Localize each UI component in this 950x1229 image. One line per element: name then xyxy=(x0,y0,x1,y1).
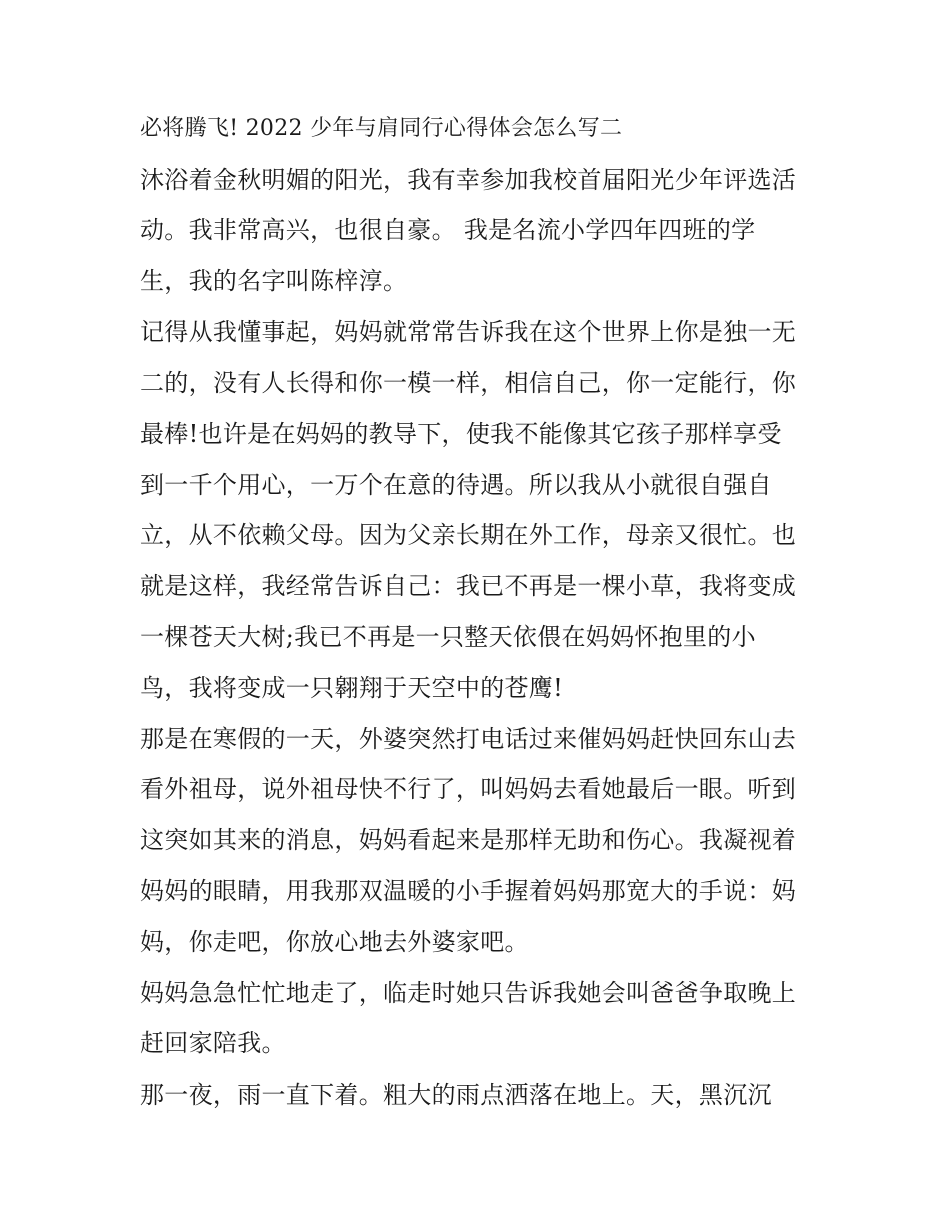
text-line-15: 妈妈的眼睛，用我那双温暖的小手握着妈妈那宽大的手说：妈 xyxy=(140,877,797,905)
text-line-8: 立，从不依赖父母。因为父亲长期在外工作，母亲又很忙。也 xyxy=(140,521,797,549)
text-line-11: 鸟，我将变成一只翱翔于天空中的苍鹰! xyxy=(140,674,564,702)
text-line-10: 一棵苍天大树;我已不再是一只整天依偎在妈妈怀抱里的小 xyxy=(140,623,756,651)
text-line-2: 动。我非常高兴，也很自豪。 我是名流小学四年四班的学 xyxy=(140,216,756,244)
text-line-13: 看外祖母，说外祖母快不行了，叫妈妈去看她最后一眼。听到 xyxy=(140,775,797,803)
text-line-16: 妈，你走吧，你放心地去外婆家吧。 xyxy=(140,928,529,956)
text-line-5: 二的，没有人长得和你一模一样，相信自己，你一定能行，你 xyxy=(140,369,797,397)
document-title: 必将腾飞! 2022 少年与肩同行心得体会怎么写二 xyxy=(140,116,623,141)
text-line-3: 生，我的名字叫陈梓淳。 xyxy=(140,267,408,295)
text-line-12: 那是在寒假的一天，外婆突然打电话过来催妈妈赶快回东山去 xyxy=(140,725,797,753)
text-line-17: 妈妈急急忙忙地走了，临走时她只告诉我她会叫爸爸争取晚上 xyxy=(140,979,797,1007)
text-line-14: 这突如其来的消息，妈妈看起来是那样无助和伤心。我凝视着 xyxy=(140,826,797,854)
text-line-6: 最棒!也许是在妈妈的教导下，使我不能像其它孩子那样享受 xyxy=(140,420,782,448)
text-line-18: 赶回家陪我。 xyxy=(140,1029,286,1057)
text-line-9: 就是这样，我经常告诉自己：我已不再是一棵小草，我将变成 xyxy=(140,572,797,600)
text-line-19: 那一夜，雨一直下着。粗大的雨点洒落在地上。天，黑沉沉 xyxy=(140,1081,772,1109)
text-line-7: 到一千个用心，一万个在意的待遇。所以我从小就很自强自 xyxy=(140,471,772,499)
text-line-1: 沐浴着金秋明媚的阳光，我有幸参加我校首届阳光少年评选活 xyxy=(140,166,797,194)
text-line-4: 记得从我懂事起，妈妈就常常告诉我在这个世界上你是独一无 xyxy=(140,318,797,346)
